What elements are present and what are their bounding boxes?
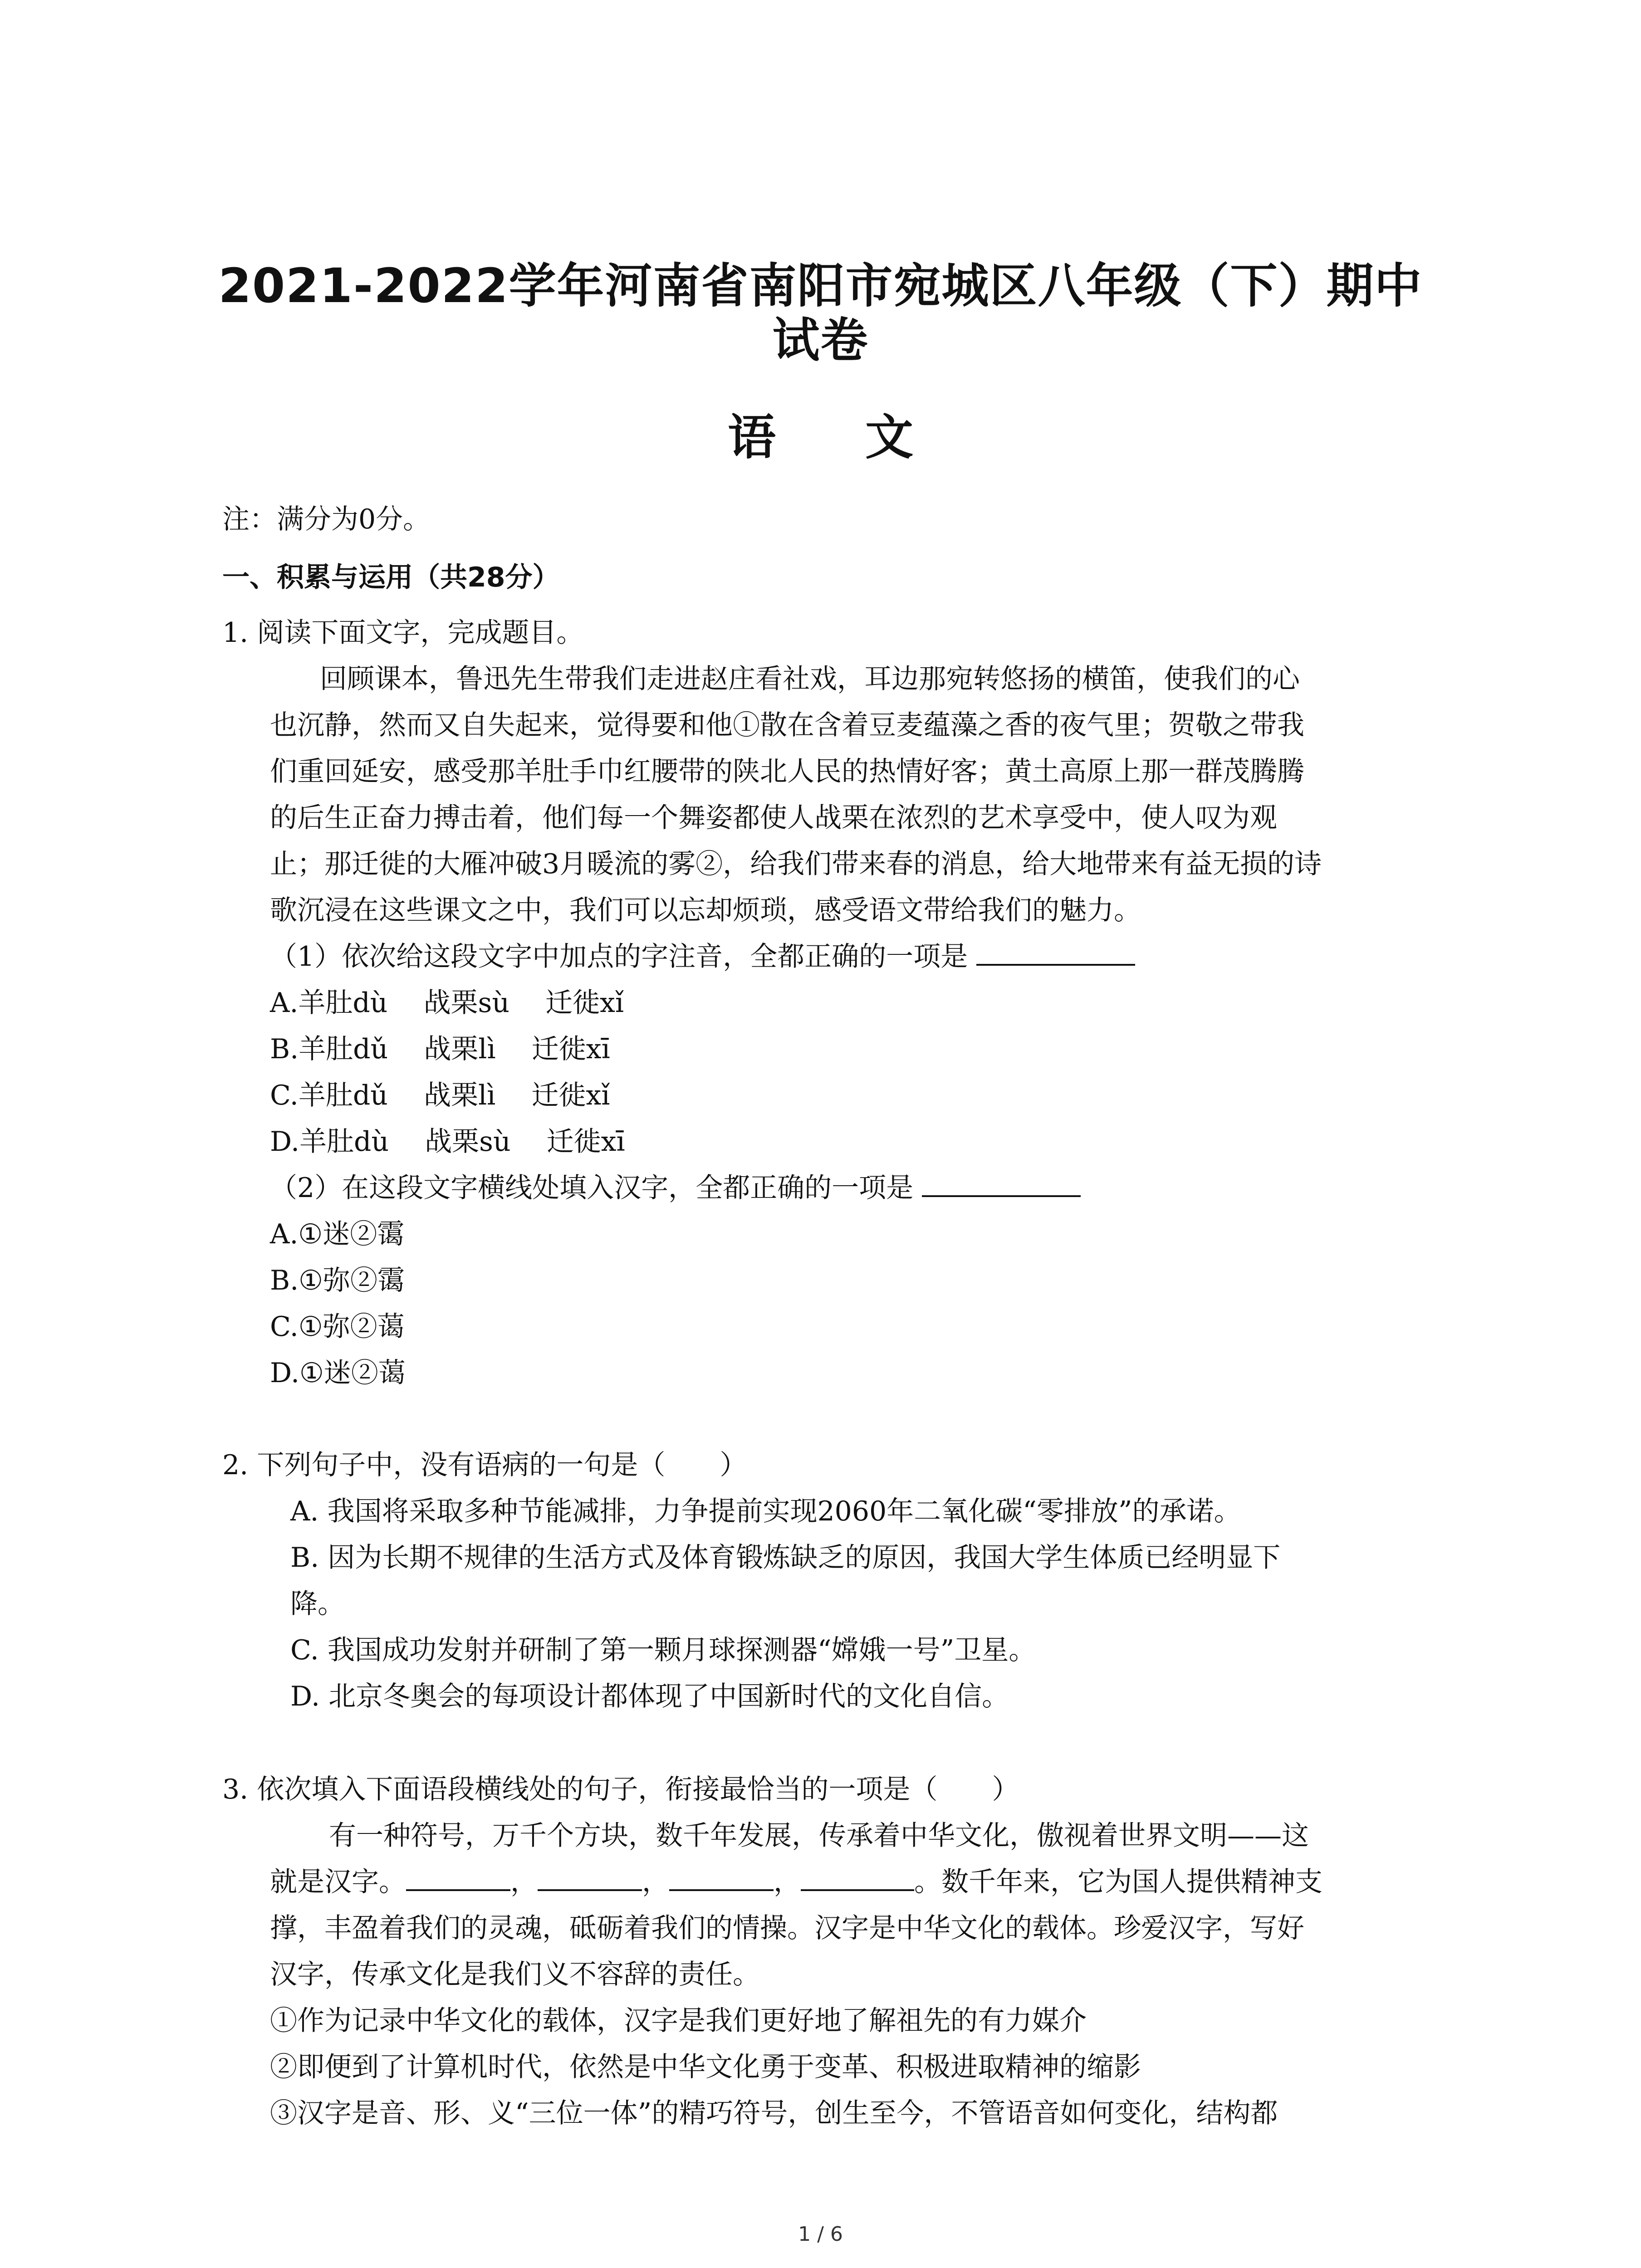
section-heading: 一、积累与运用（共28分） [222,562,560,593]
q1-sub1-option-a: A.羊肚dù 战栗sù 迁徙xǐ [270,987,624,1019]
q3-passage-text: 。数千年来，它为国人提供精神支 [914,1866,1323,1898]
q1-sub2-option-d: D.①迷②蔼 [270,1357,406,1389]
q2-option-b-continued: 降。 [290,1588,345,1620]
q3-item-2: ②即便到了计算机时代，依然是中华文化勇于变革、积极进取精神的缩影 [270,2051,1141,2083]
answer-blank[interactable] [976,938,1135,966]
q3-passage-line: 汉字，传承文化是我们义不容辞的责任。 [270,1959,760,1990]
q1-subquestion-2 [270,1168,1441,1208]
q3-item-1: ①作为记录中华文化的载体，汉字是我们更好地了解祖先的有力媒介 [270,2005,1087,2037]
q1-subquestion-1 [270,936,1441,977]
question-1-stem: 1. 阅读下面文字，完成题目。 [222,617,584,649]
answer-blank[interactable] [922,1169,1081,1197]
score-note: 注：满分为0分。 [222,503,431,535]
q1-sub2-option-c: C.①弥②蔼 [270,1311,405,1343]
question-3-stem: 3. 依次填入下面语段横线处的句子，衔接最恰当的一项是（ ） [222,1774,1019,1805]
q1-passage-line: 的后生正奋力搏击着，他们每一个舞姿都使人战栗在浓烈的艺术享受中，使人叹为观 [270,802,1277,834]
q1-sub2-text: （2）在这段文字横线处填入汉字，全都正确的一项是 [270,1172,914,1204]
q3-passage-line [270,1862,1441,1902]
q1-sub1-option-c: C.羊肚dǔ 战栗lì 迁徙xǐ [270,1080,610,1111]
q1-sub2-option-b: B.①弥②霭 [270,1265,405,1296]
q1-passage-line: 止；那迁徙的大雁冲破3月暖流的雾②，给我们带来春的消息，给大地带来有益无损的诗 [270,848,1322,880]
question-2-stem: 2. 下列句子中，没有语病的一句是（ ） [222,1449,747,1481]
q2-option-d: D. 北京冬奥会的每项设计都体现了中国新时代的文化自信。 [290,1681,1009,1712]
fill-blank[interactable] [801,1863,914,1891]
fill-blank[interactable] [669,1863,774,1891]
page-number: 1 / 6 [798,2223,843,2246]
q1-sub1-option-b: B.羊肚dǔ 战栗lì 迁徙xī [270,1033,610,1065]
q1-passage-line: 歌沉浸在这些课文之中，我们可以忘却烦琐，感受语文带给我们的魅力。 [270,894,1141,926]
q3-passage-line: 撑，丰盈着我们的灵魂，砥砺着我们的情操。汉字是中华文化的载体。珍爱汉字，写好 [270,1912,1304,1944]
q3-passage-line: 有一种符号，万千个方块，数千年发展，传承着中华文化，傲视着世界文明——这 [329,1820,1309,1852]
separator: ， [774,1866,801,1898]
q2-option-b: B. 因为长期不规律的生活方式及体育锻炼缺乏的原因，我国大学生体质已经明显下 [290,1542,1281,1574]
q3-passage-text: 就是汉字。 [270,1866,406,1898]
q1-passage-line: 也沉静，然而又自失起来，觉得要和他①散在含着豆麦蕴藻之香的夜气里；贺敬之带我 [270,709,1304,741]
separator: ， [510,1866,538,1898]
q2-option-a: A. 我国将采取多种节能减排，力争提前实现2060年二氧化碳“零排放”的承诺。 [290,1496,1241,1527]
q1-sub2-option-a: A.①迷②霭 [270,1218,405,1250]
q1-sub1-text: （1）依次给这段文字中加点的字注音，全都正确的一项是 [270,941,968,973]
q1-sub1-option-d: D.羊肚dù 战栗sù 迁徙xī [270,1126,625,1158]
fill-blank[interactable] [406,1863,510,1891]
fill-blank[interactable] [538,1863,642,1891]
q1-passage-line: 们重回延安，感受那羊肚手巾红腰带的陕北人民的热情好客；黄土高原上那一群茂腾腾 [270,756,1304,787]
separator: ， [642,1866,669,1898]
exam-title-line-2: 试卷 [772,313,869,368]
subject-title: 语 文 [728,410,950,465]
q3-item-3: ③汉字是音、形、义“三位一体”的精巧符号，创生至今，不管语音如何变化，结构都 [270,2097,1278,2129]
exam-title-line-1: 2021-2022学年河南省南阳市宛城区八年级（下）期中 [218,258,1423,313]
q2-option-c: C. 我国成功发射并研制了第一颗月球探测器“嫦娥一号”卫星。 [290,1634,1036,1666]
q1-passage-line: 回顾课本，鲁迅先生带我们走进赵庄看社戏，耳边那宛转悠扬的横笛，使我们的心 [320,663,1300,695]
